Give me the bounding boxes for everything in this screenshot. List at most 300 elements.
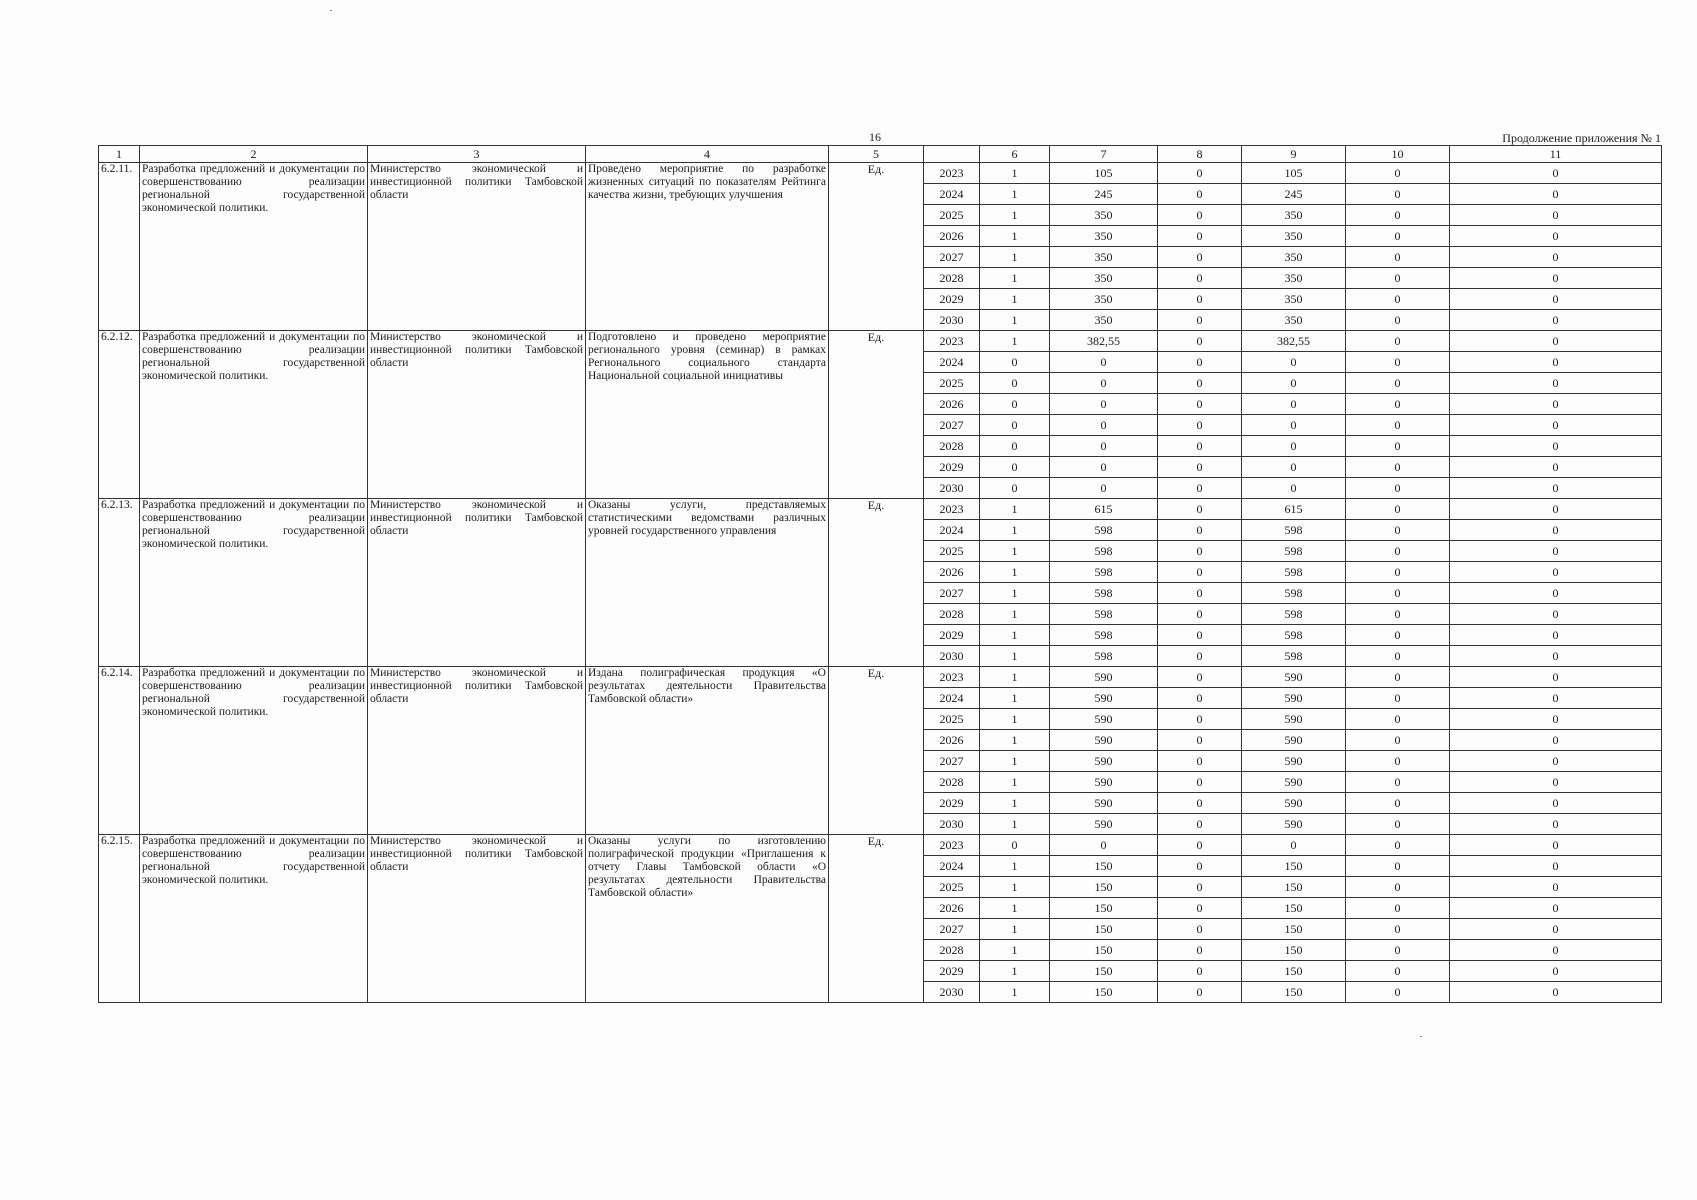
header-row bbox=[99, 146, 1662, 163]
cell-col-10: 0 bbox=[1346, 898, 1450, 919]
cell-col-11: 0 bbox=[1450, 163, 1662, 184]
cell-col-8: 0 bbox=[1158, 583, 1242, 604]
cell-col-6: 0 bbox=[980, 436, 1050, 457]
cell-year: 2025 bbox=[924, 877, 980, 898]
cell-col-8: 0 bbox=[1158, 877, 1242, 898]
item-code: 6.2.11. bbox=[99, 163, 140, 331]
cell-col-11: 0 bbox=[1450, 709, 1662, 730]
cell-col-8: 0 bbox=[1158, 415, 1242, 436]
cell-col-7: 0 bbox=[1050, 373, 1158, 394]
cell-col-11: 0 bbox=[1450, 856, 1662, 877]
cell-col-8: 0 bbox=[1158, 940, 1242, 961]
cell-col-7: 598 bbox=[1050, 625, 1158, 646]
cell-year: 2029 bbox=[924, 793, 980, 814]
cell-col-6: 1 bbox=[980, 184, 1050, 205]
cell-col-11: 0 bbox=[1450, 184, 1662, 205]
cell-col-10: 0 bbox=[1346, 961, 1450, 982]
cell-col-9: 350 bbox=[1242, 205, 1346, 226]
cell-col-10: 0 bbox=[1346, 184, 1450, 205]
item-unit: Ед. bbox=[829, 835, 924, 1003]
cell-col-7: 105 bbox=[1050, 163, 1158, 184]
cell-col-7: 0 bbox=[1050, 457, 1158, 478]
cell-col-10: 0 bbox=[1346, 793, 1450, 814]
cell-col-7: 598 bbox=[1050, 583, 1158, 604]
cell-col-11: 0 bbox=[1450, 919, 1662, 940]
appendix-note: Продолжение приложения № 1 bbox=[1502, 131, 1661, 145]
cell-year: 2024 bbox=[924, 688, 980, 709]
cell-col-7: 615 bbox=[1050, 499, 1158, 520]
cell-col-10: 0 bbox=[1346, 856, 1450, 877]
cell-col-9: 350 bbox=[1242, 247, 1346, 268]
cell-col-6: 1 bbox=[980, 730, 1050, 751]
cell-col-11: 0 bbox=[1450, 877, 1662, 898]
cell-col-8: 0 bbox=[1158, 604, 1242, 625]
cell-col-6: 1 bbox=[980, 772, 1050, 793]
cell-year: 2025 bbox=[924, 709, 980, 730]
cell-col-8: 0 bbox=[1158, 373, 1242, 394]
cell-col-9: 245 bbox=[1242, 184, 1346, 205]
cell-col-9: 350 bbox=[1242, 310, 1346, 331]
cell-col-9: 598 bbox=[1242, 625, 1346, 646]
header-col-1: 1 bbox=[99, 146, 140, 163]
cell-year: 2030 bbox=[924, 982, 980, 1003]
cell-col-8: 0 bbox=[1158, 898, 1242, 919]
cell-col-11: 0 bbox=[1450, 457, 1662, 478]
cell-col-6: 1 bbox=[980, 961, 1050, 982]
cell-col-10: 0 bbox=[1346, 268, 1450, 289]
cell-col-11: 0 bbox=[1450, 583, 1662, 604]
cell-col-11: 0 bbox=[1450, 982, 1662, 1003]
cell-col-6: 1 bbox=[980, 205, 1050, 226]
header-col-4: 4 bbox=[586, 146, 829, 163]
cell-col-11: 0 bbox=[1450, 352, 1662, 373]
cell-col-11: 0 bbox=[1450, 415, 1662, 436]
cell-col-11: 0 bbox=[1450, 247, 1662, 268]
header-col-2: 2 bbox=[140, 146, 368, 163]
table-row bbox=[99, 499, 1662, 520]
cell-col-10: 0 bbox=[1346, 457, 1450, 478]
cell-col-8: 0 bbox=[1158, 961, 1242, 982]
cell-col-9: 615 bbox=[1242, 499, 1346, 520]
cell-col-6: 1 bbox=[980, 793, 1050, 814]
cell-col-10: 0 bbox=[1346, 982, 1450, 1003]
cell-col-9: 150 bbox=[1242, 856, 1346, 877]
cell-col-8: 0 bbox=[1158, 499, 1242, 520]
item-unit: Ед. bbox=[829, 163, 924, 331]
cell-col-9: 0 bbox=[1242, 415, 1346, 436]
cell-col-9: 150 bbox=[1242, 982, 1346, 1003]
cell-year: 2028 bbox=[924, 268, 980, 289]
cell-col-11: 0 bbox=[1450, 289, 1662, 310]
cell-col-9: 350 bbox=[1242, 289, 1346, 310]
cell-year: 2029 bbox=[924, 625, 980, 646]
cell-col-7: 590 bbox=[1050, 730, 1158, 751]
cell-col-9: 590 bbox=[1242, 772, 1346, 793]
cell-col-11: 0 bbox=[1450, 520, 1662, 541]
cell-col-6: 1 bbox=[980, 268, 1050, 289]
cell-col-7: 150 bbox=[1050, 982, 1158, 1003]
cell-col-9: 598 bbox=[1242, 604, 1346, 625]
cell-year: 2023 bbox=[924, 499, 980, 520]
cell-col-8: 0 bbox=[1158, 646, 1242, 667]
cell-year: 2024 bbox=[924, 520, 980, 541]
page-number: 16 bbox=[869, 130, 881, 144]
cell-col-9: 598 bbox=[1242, 541, 1346, 562]
cell-col-11: 0 bbox=[1450, 688, 1662, 709]
cell-col-8: 0 bbox=[1158, 982, 1242, 1003]
cell-col-9: 0 bbox=[1242, 478, 1346, 499]
cell-col-6: 1 bbox=[980, 877, 1050, 898]
cell-col-10: 0 bbox=[1346, 205, 1450, 226]
item-executor: Министерство экономической и инвестиционной политики Тамбовской области bbox=[368, 499, 586, 667]
cell-col-8: 0 bbox=[1158, 688, 1242, 709]
cell-col-9: 150 bbox=[1242, 940, 1346, 961]
cell-year: 2026 bbox=[924, 394, 980, 415]
cell-year: 2030 bbox=[924, 478, 980, 499]
cell-col-7: 0 bbox=[1050, 436, 1158, 457]
cell-col-10: 0 bbox=[1346, 226, 1450, 247]
cell-col-10: 0 bbox=[1346, 436, 1450, 457]
cell-col-8: 0 bbox=[1158, 667, 1242, 688]
cell-col-7: 150 bbox=[1050, 940, 1158, 961]
cell-col-6: 0 bbox=[980, 394, 1050, 415]
cell-col-6: 1 bbox=[980, 751, 1050, 772]
cell-col-10: 0 bbox=[1346, 499, 1450, 520]
cell-col-10: 0 bbox=[1346, 940, 1450, 961]
cell-col-9: 150 bbox=[1242, 877, 1346, 898]
cell-col-10: 0 bbox=[1346, 331, 1450, 352]
table-row bbox=[99, 163, 1662, 184]
cell-year: 2026 bbox=[924, 730, 980, 751]
cell-col-9: 590 bbox=[1242, 751, 1346, 772]
cell-col-6: 1 bbox=[980, 940, 1050, 961]
cell-col-6: 1 bbox=[980, 898, 1050, 919]
cell-year: 2026 bbox=[924, 898, 980, 919]
cell-col-6: 1 bbox=[980, 625, 1050, 646]
item-code: 6.2.15. bbox=[99, 835, 140, 1003]
cell-col-8: 0 bbox=[1158, 772, 1242, 793]
cell-col-6: 1 bbox=[980, 919, 1050, 940]
item-name: Разработка предложений и документации по совершенствованию реализации региональной государственной экономической политики. bbox=[140, 667, 368, 835]
cell-col-8: 0 bbox=[1158, 247, 1242, 268]
cell-col-9: 150 bbox=[1242, 898, 1346, 919]
cell-col-6: 1 bbox=[980, 541, 1050, 562]
cell-col-11: 0 bbox=[1450, 667, 1662, 688]
program-table bbox=[98, 145, 1662, 1003]
cell-col-10: 0 bbox=[1346, 751, 1450, 772]
cell-col-7: 598 bbox=[1050, 541, 1158, 562]
cell-col-7: 598 bbox=[1050, 562, 1158, 583]
header-col-6: 6 bbox=[980, 146, 1050, 163]
cell-col-7: 590 bbox=[1050, 751, 1158, 772]
cell-col-10: 0 bbox=[1346, 814, 1450, 835]
cell-year: 2028 bbox=[924, 436, 980, 457]
cell-col-11: 0 bbox=[1450, 604, 1662, 625]
cell-col-8: 0 bbox=[1158, 331, 1242, 352]
cell-year: 2029 bbox=[924, 961, 980, 982]
cell-col-10: 0 bbox=[1346, 730, 1450, 751]
cell-year: 2027 bbox=[924, 247, 980, 268]
cell-col-10: 0 bbox=[1346, 604, 1450, 625]
cell-col-8: 0 bbox=[1158, 352, 1242, 373]
cell-col-11: 0 bbox=[1450, 205, 1662, 226]
cell-col-9: 350 bbox=[1242, 226, 1346, 247]
cell-col-11: 0 bbox=[1450, 625, 1662, 646]
cell-col-10: 0 bbox=[1346, 247, 1450, 268]
cell-col-8: 0 bbox=[1158, 751, 1242, 772]
cell-col-10: 0 bbox=[1346, 415, 1450, 436]
cell-year: 2025 bbox=[924, 205, 980, 226]
cell-col-9: 350 bbox=[1242, 268, 1346, 289]
cell-col-11: 0 bbox=[1450, 436, 1662, 457]
cell-col-7: 590 bbox=[1050, 772, 1158, 793]
cell-col-10: 0 bbox=[1346, 373, 1450, 394]
cell-col-7: 598 bbox=[1050, 646, 1158, 667]
header-col-5: 5 bbox=[829, 146, 924, 163]
cell-col-10: 0 bbox=[1346, 352, 1450, 373]
cell-col-9: 598 bbox=[1242, 520, 1346, 541]
cell-col-8: 0 bbox=[1158, 310, 1242, 331]
cell-col-6: 1 bbox=[980, 814, 1050, 835]
cell-col-7: 350 bbox=[1050, 310, 1158, 331]
cell-col-6: 1 bbox=[980, 604, 1050, 625]
cell-col-6: 0 bbox=[980, 457, 1050, 478]
cell-col-7: 150 bbox=[1050, 961, 1158, 982]
scan-speck bbox=[330, 10, 332, 11]
cell-col-7: 598 bbox=[1050, 520, 1158, 541]
cell-col-9: 0 bbox=[1242, 394, 1346, 415]
cell-col-9: 598 bbox=[1242, 583, 1346, 604]
cell-col-11: 0 bbox=[1450, 478, 1662, 499]
item-unit: Ед. bbox=[829, 667, 924, 835]
cell-col-7: 150 bbox=[1050, 898, 1158, 919]
cell-col-9: 0 bbox=[1242, 352, 1346, 373]
cell-year: 2027 bbox=[924, 415, 980, 436]
cell-col-7: 350 bbox=[1050, 205, 1158, 226]
cell-col-8: 0 bbox=[1158, 919, 1242, 940]
cell-col-8: 0 bbox=[1158, 205, 1242, 226]
cell-col-9: 0 bbox=[1242, 436, 1346, 457]
cell-year: 2023 bbox=[924, 667, 980, 688]
cell-col-9: 590 bbox=[1242, 688, 1346, 709]
cell-col-7: 150 bbox=[1050, 856, 1158, 877]
cell-year: 2023 bbox=[924, 835, 980, 856]
cell-col-11: 0 bbox=[1450, 394, 1662, 415]
header-col-3: 3 bbox=[368, 146, 586, 163]
cell-col-6: 1 bbox=[980, 562, 1050, 583]
cell-year: 2023 bbox=[924, 331, 980, 352]
cell-col-7: 0 bbox=[1050, 415, 1158, 436]
cell-col-8: 0 bbox=[1158, 268, 1242, 289]
cell-col-10: 0 bbox=[1346, 520, 1450, 541]
cell-year: 2027 bbox=[924, 751, 980, 772]
cell-col-9: 590 bbox=[1242, 709, 1346, 730]
header-col-11: 11 bbox=[1450, 146, 1662, 163]
cell-col-7: 0 bbox=[1050, 394, 1158, 415]
cell-col-6: 1 bbox=[980, 289, 1050, 310]
cell-year: 2029 bbox=[924, 289, 980, 310]
item-code: 6.2.14. bbox=[99, 667, 140, 835]
scan-speck bbox=[1420, 1036, 1422, 1037]
cell-col-7: 590 bbox=[1050, 667, 1158, 688]
cell-col-6: 1 bbox=[980, 856, 1050, 877]
cell-col-8: 0 bbox=[1158, 457, 1242, 478]
cell-col-6: 0 bbox=[980, 478, 1050, 499]
cell-year: 2024 bbox=[924, 856, 980, 877]
item-executor: Министерство экономической и инвестиционной политики Тамбовской области bbox=[368, 667, 586, 835]
item-unit: Ед. bbox=[829, 499, 924, 667]
cell-col-10: 0 bbox=[1346, 394, 1450, 415]
item-code: 6.2.12. bbox=[99, 331, 140, 499]
item-result: Оказаны услуги по изготовлению полиграфической продукции «Приглашения к отчету Главы Тамбовской области «О результатах деятельности Правительства Тамбовской области» bbox=[586, 835, 829, 1003]
cell-col-11: 0 bbox=[1450, 730, 1662, 751]
cell-col-8: 0 bbox=[1158, 814, 1242, 835]
cell-col-8: 0 bbox=[1158, 184, 1242, 205]
cell-col-11: 0 bbox=[1450, 751, 1662, 772]
cell-col-9: 0 bbox=[1242, 835, 1346, 856]
cell-col-10: 0 bbox=[1346, 583, 1450, 604]
cell-col-9: 0 bbox=[1242, 373, 1346, 394]
cell-col-11: 0 bbox=[1450, 226, 1662, 247]
cell-col-7: 590 bbox=[1050, 709, 1158, 730]
cell-col-6: 1 bbox=[980, 982, 1050, 1003]
cell-col-11: 0 bbox=[1450, 940, 1662, 961]
cell-col-6: 0 bbox=[980, 373, 1050, 394]
item-result: Оказаны услуги, представляемых статистическими ведомствами различных уровней государственного управления bbox=[586, 499, 829, 667]
table-row bbox=[99, 331, 1662, 352]
cell-col-7: 590 bbox=[1050, 814, 1158, 835]
table-row bbox=[99, 667, 1662, 688]
cell-col-10: 0 bbox=[1346, 877, 1450, 898]
cell-col-9: 598 bbox=[1242, 562, 1346, 583]
cell-col-8: 0 bbox=[1158, 709, 1242, 730]
cell-col-9: 590 bbox=[1242, 667, 1346, 688]
table-body bbox=[99, 163, 1662, 1003]
cell-col-8: 0 bbox=[1158, 289, 1242, 310]
cell-col-6: 1 bbox=[980, 688, 1050, 709]
cell-col-10: 0 bbox=[1346, 562, 1450, 583]
cell-col-10: 0 bbox=[1346, 310, 1450, 331]
cell-col-10: 0 bbox=[1346, 646, 1450, 667]
cell-col-11: 0 bbox=[1450, 772, 1662, 793]
item-executor: Министерство экономической и инвестиционной политики Тамбовской области bbox=[368, 331, 586, 499]
cell-col-8: 0 bbox=[1158, 226, 1242, 247]
item-name: Разработка предложений и документации по совершенствованию реализации региональной государственной экономической политики. bbox=[140, 331, 368, 499]
cell-col-7: 590 bbox=[1050, 688, 1158, 709]
cell-col-7: 150 bbox=[1050, 877, 1158, 898]
cell-col-7: 0 bbox=[1050, 835, 1158, 856]
cell-col-10: 0 bbox=[1346, 163, 1450, 184]
cell-year: 2028 bbox=[924, 604, 980, 625]
table-row bbox=[99, 835, 1662, 856]
cell-col-9: 590 bbox=[1242, 814, 1346, 835]
item-name: Разработка предложений и документации по совершенствованию реализации региональной государственной экономической политики. bbox=[140, 499, 368, 667]
cell-col-10: 0 bbox=[1346, 772, 1450, 793]
cell-col-6: 1 bbox=[980, 331, 1050, 352]
cell-col-6: 0 bbox=[980, 415, 1050, 436]
item-executor: Министерство экономической и инвестиционной политики Тамбовской области bbox=[368, 163, 586, 331]
cell-col-7: 590 bbox=[1050, 793, 1158, 814]
cell-col-11: 0 bbox=[1450, 961, 1662, 982]
cell-year: 2026 bbox=[924, 226, 980, 247]
cell-col-7: 245 bbox=[1050, 184, 1158, 205]
cell-col-11: 0 bbox=[1450, 898, 1662, 919]
cell-col-8: 0 bbox=[1158, 163, 1242, 184]
cell-year: 2023 bbox=[924, 163, 980, 184]
cell-col-9: 150 bbox=[1242, 961, 1346, 982]
cell-col-9: 150 bbox=[1242, 919, 1346, 940]
cell-col-7: 350 bbox=[1050, 226, 1158, 247]
cell-col-9: 105 bbox=[1242, 163, 1346, 184]
cell-col-7: 382,55 bbox=[1050, 331, 1158, 352]
cell-col-6: 1 bbox=[980, 163, 1050, 184]
cell-col-7: 0 bbox=[1050, 478, 1158, 499]
cell-year: 2025 bbox=[924, 541, 980, 562]
cell-col-8: 0 bbox=[1158, 436, 1242, 457]
cell-col-8: 0 bbox=[1158, 520, 1242, 541]
item-name: Разработка предложений и документации по совершенствованию реализации региональной государственной экономической политики. bbox=[140, 835, 368, 1003]
cell-col-10: 0 bbox=[1346, 709, 1450, 730]
cell-col-6: 1 bbox=[980, 583, 1050, 604]
cell-col-11: 0 bbox=[1450, 373, 1662, 394]
cell-col-7: 350 bbox=[1050, 268, 1158, 289]
cell-year: 2030 bbox=[924, 646, 980, 667]
cell-col-6: 0 bbox=[980, 835, 1050, 856]
cell-col-6: 0 bbox=[980, 352, 1050, 373]
cell-col-7: 350 bbox=[1050, 289, 1158, 310]
cell-year: 2030 bbox=[924, 814, 980, 835]
cell-col-9: 598 bbox=[1242, 646, 1346, 667]
cell-col-10: 0 bbox=[1346, 541, 1450, 562]
cell-col-10: 0 bbox=[1346, 835, 1450, 856]
item-name: Разработка предложений и документации по совершенствованию реализации региональной государственной экономической политики. bbox=[140, 163, 368, 331]
cell-year: 2026 bbox=[924, 562, 980, 583]
item-result: Издана полиграфическая продукция «О результатах деятельности Правительства Тамбовской области» bbox=[586, 667, 829, 835]
cell-col-8: 0 bbox=[1158, 856, 1242, 877]
cell-col-6: 1 bbox=[980, 499, 1050, 520]
cell-col-10: 0 bbox=[1346, 289, 1450, 310]
cell-col-10: 0 bbox=[1346, 478, 1450, 499]
cell-col-11: 0 bbox=[1450, 814, 1662, 835]
header-col-9: 9 bbox=[1242, 146, 1346, 163]
cell-col-7: 150 bbox=[1050, 919, 1158, 940]
cell-year: 2027 bbox=[924, 583, 980, 604]
cell-col-6: 1 bbox=[980, 709, 1050, 730]
cell-col-10: 0 bbox=[1346, 625, 1450, 646]
item-executor: Министерство экономической и инвестиционной политики Тамбовской области bbox=[368, 835, 586, 1003]
cell-col-6: 1 bbox=[980, 646, 1050, 667]
cell-col-8: 0 bbox=[1158, 541, 1242, 562]
cell-col-8: 0 bbox=[1158, 394, 1242, 415]
header-col-8: 8 bbox=[1158, 146, 1242, 163]
cell-col-9: 382,55 bbox=[1242, 331, 1346, 352]
cell-col-8: 0 bbox=[1158, 478, 1242, 499]
cell-year: 2024 bbox=[924, 352, 980, 373]
item-code: 6.2.13. bbox=[99, 499, 140, 667]
header-col-7: 7 bbox=[1050, 146, 1158, 163]
header-col-blank bbox=[924, 146, 980, 163]
cell-col-10: 0 bbox=[1346, 919, 1450, 940]
cell-col-10: 0 bbox=[1346, 667, 1450, 688]
cell-col-8: 0 bbox=[1158, 835, 1242, 856]
cell-col-7: 0 bbox=[1050, 352, 1158, 373]
cell-year: 2025 bbox=[924, 373, 980, 394]
cell-col-11: 0 bbox=[1450, 835, 1662, 856]
cell-year: 2030 bbox=[924, 310, 980, 331]
cell-col-7: 598 bbox=[1050, 604, 1158, 625]
cell-col-11: 0 bbox=[1450, 268, 1662, 289]
cell-col-6: 1 bbox=[980, 667, 1050, 688]
